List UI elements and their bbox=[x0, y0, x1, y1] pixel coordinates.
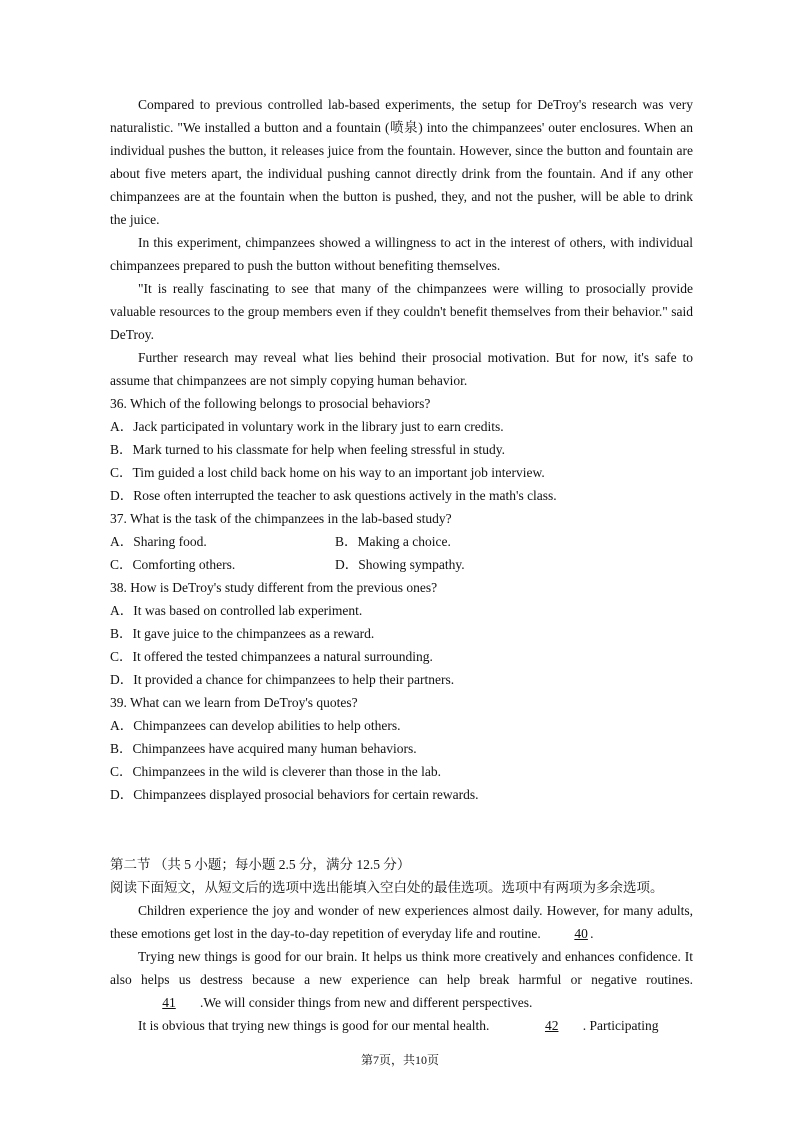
passage-paragraph-3: "It is really fascinating to see that many of the chimpanzees were willing to prosocially provide valuable resources to the group members even if they couldn't benefit themselves from their behavior." said DeTroy. bbox=[110, 281, 693, 342]
question-39-option-c: C．Chimpanzees in the wild is cleverer than those in the lab. bbox=[110, 764, 442, 779]
cloze-paragraph-1-end: . bbox=[590, 926, 594, 941]
question-38-option-d: D．It provided a chance for chimpanzees to help their partners. bbox=[110, 672, 455, 687]
question-37-option-b: B．Making a choice. bbox=[335, 534, 451, 549]
question-38-option-c: C．It offered the tested chimpanzees a natural surrounding. bbox=[110, 649, 433, 664]
question-38-option-b: B．It gave juice to the chimpanzees as a reward. bbox=[110, 626, 375, 641]
question-39-option-b: B．Chimpanzees have acquired many human behaviors. bbox=[110, 741, 417, 756]
cloze-paragraph-3-end: . Participating bbox=[582, 1018, 659, 1033]
cloze-paragraph-1 bbox=[110, 899, 693, 945]
question-37-options-row-1 bbox=[110, 530, 693, 553]
section-2-instruction: 阅读下面短文，从短文后的选项中选出能填入空白处的最佳选项。选项中有两项为多余选项。 bbox=[110, 880, 664, 895]
question-39-option-d: D．Chimpanzees displayed prosocial behaviors for certain rewards. bbox=[110, 787, 479, 802]
page-footer: 第7页，共10页 bbox=[360, 1053, 439, 1067]
question-36-option-b: B．Mark turned to his classmate for help when feeling stressful in study. bbox=[110, 442, 506, 457]
cloze-paragraph-3-text: It is obvious that trying new things is good for our mental health. bbox=[138, 1018, 493, 1033]
question-37-stem: 37. What is the task of the chimpanzees in the lab-based study? bbox=[110, 511, 452, 526]
section-spacer bbox=[110, 806, 693, 853]
section-2-heading: 第二节 （共 5 小题；每小题 2.5 分，满分 12.5 分） bbox=[110, 857, 411, 872]
question-36-stem: 36. Which of the following belongs to prosocial behaviors? bbox=[110, 396, 431, 411]
cloze-paragraph-1-text: Children experience the joy and wonder of new experiences almost daily. However, for many adults, these emotions get lost in the day-to-day repetition of everyday life and routine. bbox=[110, 903, 693, 941]
blank-42: 42 bbox=[544, 1018, 559, 1033]
question-36-option-c: C．Tim guided a lost child back home on his way to an important job interview. bbox=[110, 465, 545, 480]
question-39-option-a: A．Chimpanzees can develop abilities to help others. bbox=[110, 718, 401, 733]
blank-41: 41 bbox=[162, 995, 176, 1010]
question-38-stem: 38. How is DeTroy's study different from the previous ones? bbox=[110, 580, 438, 595]
question-36-option-a: A．Jack participated in voluntary work in the library just to earn credits. bbox=[110, 419, 504, 434]
cloze-paragraph-3 bbox=[110, 1014, 693, 1037]
passage-paragraph-2: In this experiment, chimpanzees showed a willingness to act in the interest of others, with individual chimpanzees prepared to push the button without benefiting themselves. bbox=[110, 235, 693, 273]
question-37-option-d: D．Showing sympathy. bbox=[335, 557, 465, 572]
question-37-option-a: A．Sharing food. bbox=[110, 534, 207, 549]
question-37-options-row-2 bbox=[110, 553, 693, 576]
blank-40: 40 bbox=[574, 926, 588, 941]
cloze-paragraph-2-end: .We will consider things from new and different perspectives. bbox=[200, 995, 533, 1010]
question-36-option-d: D．Rose often interrupted the teacher to ask questions actively in the math's class. bbox=[110, 488, 557, 503]
question-39-stem: 39. What can we learn from DeTroy's quotes? bbox=[110, 695, 358, 710]
passage-paragraph-1: Compared to previous controlled lab-based experiments, the setup for DeTroy's research was very naturalistic. "We installed a button and a fountain (喷泉) into the chimpanzees' outer enclosures. When an individual pushes the button, it releases juice from the fountain. However, since the button and fountain are about five meters apart, the individual pushing cannot directly drink from the fountain. And if any other chimpanzees are at the fountain when the button is pushed, they, and not the pusher, will be able to drink the juice. bbox=[110, 97, 693, 227]
cloze-paragraph-2 bbox=[110, 945, 693, 1014]
cloze-paragraph-2-text: Trying new things is good for our brain. It helps us think more creatively and enhances confidence. It also helps us destress because a new experience can help break harmful or negative routines. bbox=[110, 949, 693, 987]
question-37-option-c: C．Comforting others. bbox=[110, 557, 236, 572]
document-page bbox=[110, 93, 693, 1037]
passage-paragraph-4: Further research may reveal what lies behind their prosocial motivation. But for now, it's safe to assume that chimpanzees are not simply copying human behavior. bbox=[110, 350, 693, 388]
question-38-option-a: A．It was based on controlled lab experiment. bbox=[110, 603, 363, 618]
